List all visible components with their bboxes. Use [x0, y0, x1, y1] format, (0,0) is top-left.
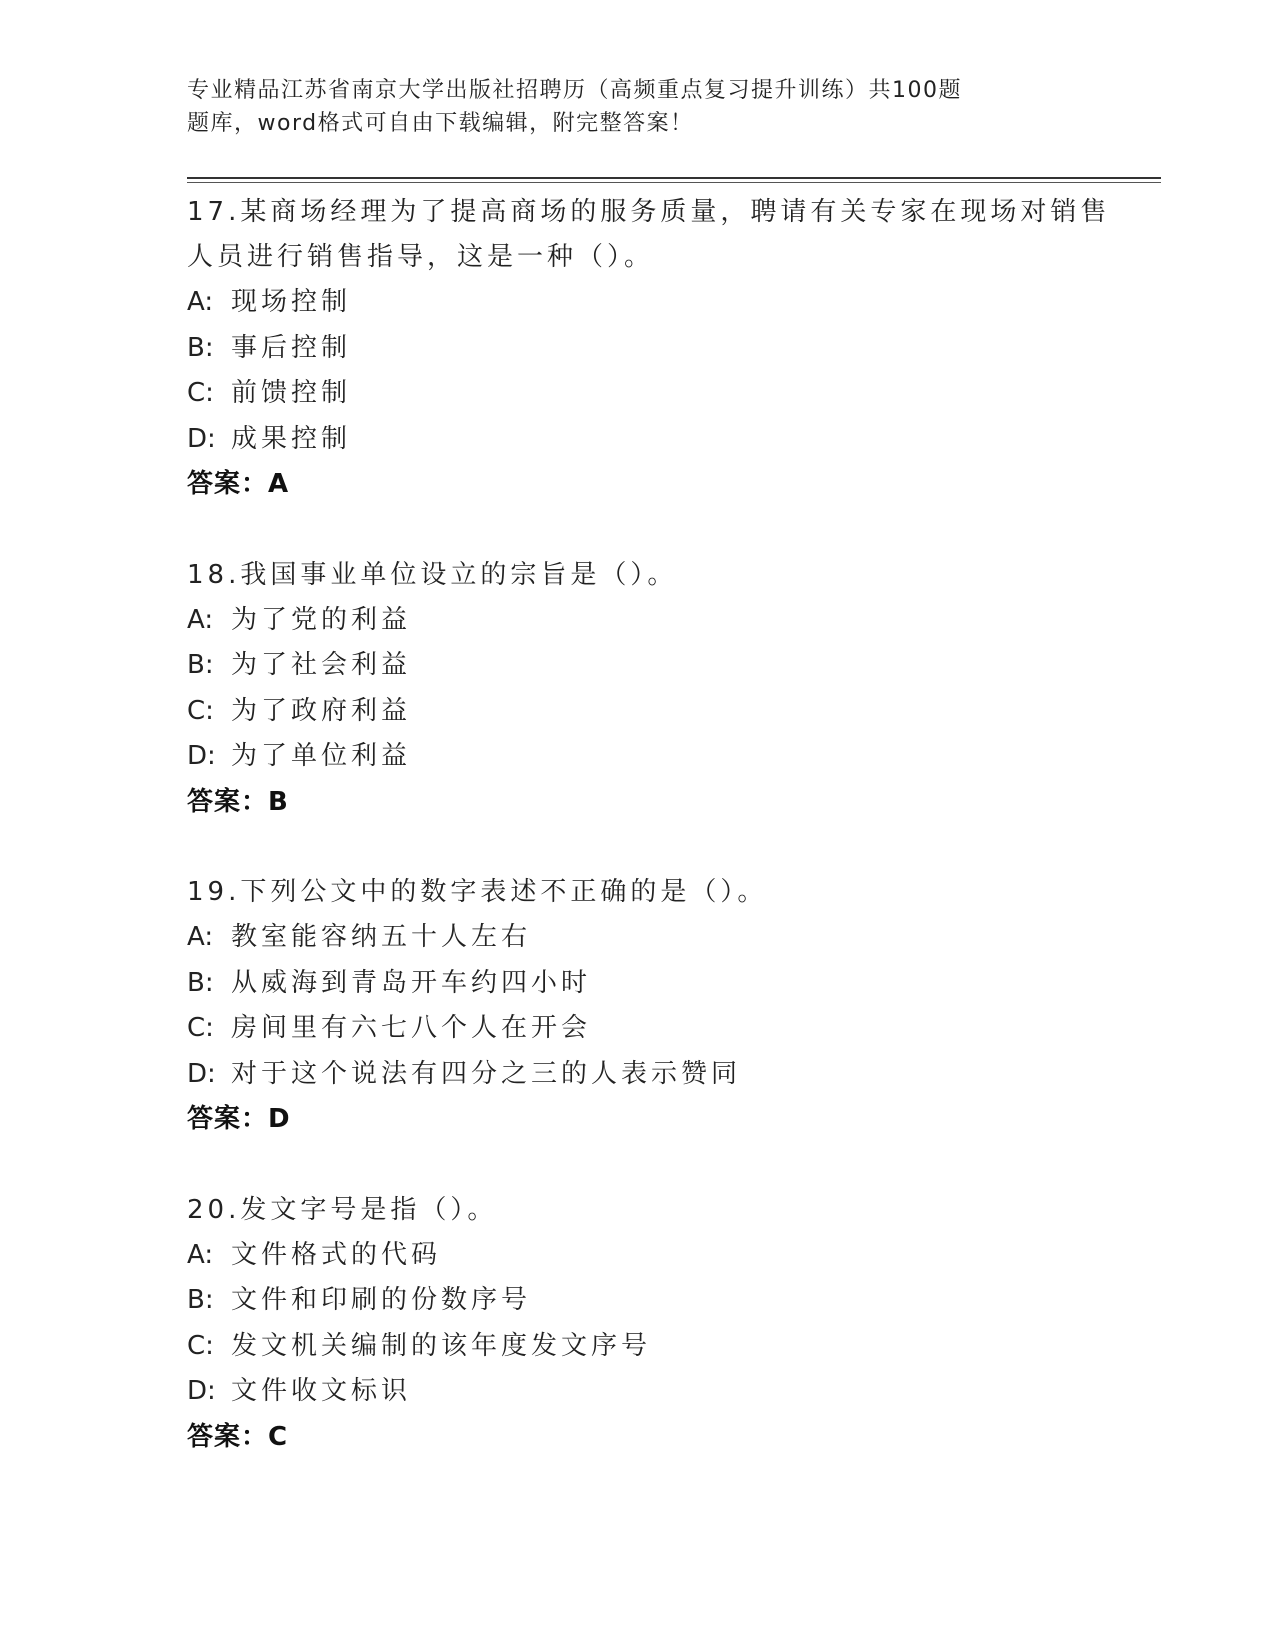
- header-divider-thin: [187, 182, 1161, 183]
- option-key: D:: [187, 1376, 216, 1406]
- option-text: 为了政府利益: [231, 695, 412, 726]
- option-a: [187, 1233, 1127, 1279]
- option-c: [187, 689, 1127, 735]
- question-20: [187, 1188, 1127, 1461]
- option-text: 从威海到青岛开车约四小时: [231, 967, 592, 998]
- option-text: 房间里有六七八个人在开会: [231, 1013, 592, 1043]
- option-text: 文件收文标识: [231, 1376, 412, 1406]
- option-c: [187, 1006, 1127, 1052]
- answer-line: 答案：B: [187, 786, 289, 817]
- option-key: B:: [187, 650, 214, 680]
- option-b: [187, 961, 1127, 1007]
- question-stem-continued: 人员进行销售指导，这是一种（）。: [187, 242, 655, 272]
- option-text: 事后控制: [231, 332, 352, 363]
- question-list: [187, 190, 1127, 1505]
- answer-line: 答案：C: [187, 1421, 289, 1452]
- option-text: 成果控制: [231, 423, 352, 454]
- header-divider-thick: [187, 177, 1161, 179]
- question-18: [187, 553, 1127, 826]
- question-stem: 19.下列公文中的数字表述不正确的是（）。: [187, 877, 768, 907]
- option-text: 教室能容纳五十人左右: [231, 922, 532, 952]
- option-c: [187, 371, 1127, 417]
- header-line-2: 题库，word格式可自由下载编辑，附完整答案！: [187, 111, 694, 136]
- question-stem: 18.我国事业单位设立的宗旨是（）。: [187, 559, 678, 590]
- document-header: [187, 74, 1067, 140]
- answer-line: 答案：A: [187, 469, 290, 499]
- option-d: [187, 1052, 1127, 1098]
- option-b: [187, 1278, 1127, 1324]
- option-key: B:: [187, 967, 214, 998]
- option-key: A:: [187, 922, 214, 952]
- option-key: D:: [187, 741, 216, 771]
- option-text: 文件和印刷的份数序号: [231, 1285, 532, 1315]
- option-text: 对于这个说法有四分之三的人表示赞同: [231, 1058, 742, 1089]
- option-key: B:: [187, 332, 214, 363]
- question-17: [187, 190, 1127, 508]
- option-text: 前馈控制: [231, 378, 352, 408]
- option-key: D:: [187, 423, 216, 454]
- option-text: 为了社会利益: [231, 650, 412, 680]
- option-d: [187, 417, 1127, 463]
- header-line-1: 专业精品江苏省南京大学出版社招聘历（高频重点复习提升训练）共100题: [187, 78, 962, 103]
- option-b: [187, 643, 1127, 689]
- option-text: 现场控制: [231, 287, 352, 317]
- option-a: [187, 915, 1127, 961]
- option-text: 为了单位利益: [231, 741, 412, 771]
- option-text: 为了党的利益: [231, 604, 412, 635]
- option-key: D:: [187, 1058, 216, 1089]
- option-text: 文件格式的代码: [231, 1239, 442, 1270]
- option-a: [187, 280, 1127, 326]
- option-key: C:: [187, 1330, 214, 1361]
- option-b: [187, 326, 1127, 372]
- option-key: C:: [187, 695, 214, 726]
- option-key: C:: [187, 1013, 214, 1043]
- option-key: A:: [187, 1239, 214, 1270]
- question-stem: 17.某商场经理为了提高商场的服务质量，聘请有关专家在现场对销售: [187, 197, 1111, 227]
- option-key: C:: [187, 378, 214, 408]
- option-key: A:: [187, 287, 214, 317]
- option-a: [187, 598, 1127, 644]
- question-stem: 20.发文字号是指（）。: [187, 1194, 498, 1225]
- option-d: [187, 1369, 1127, 1415]
- option-c: [187, 1324, 1127, 1370]
- option-key: B:: [187, 1285, 214, 1315]
- answer-line: 答案：D: [187, 1104, 291, 1134]
- option-text: 发文机关编制的该年度发文序号: [231, 1330, 652, 1361]
- question-19: [187, 870, 1127, 1143]
- option-key: A:: [187, 604, 214, 635]
- option-d: [187, 734, 1127, 780]
